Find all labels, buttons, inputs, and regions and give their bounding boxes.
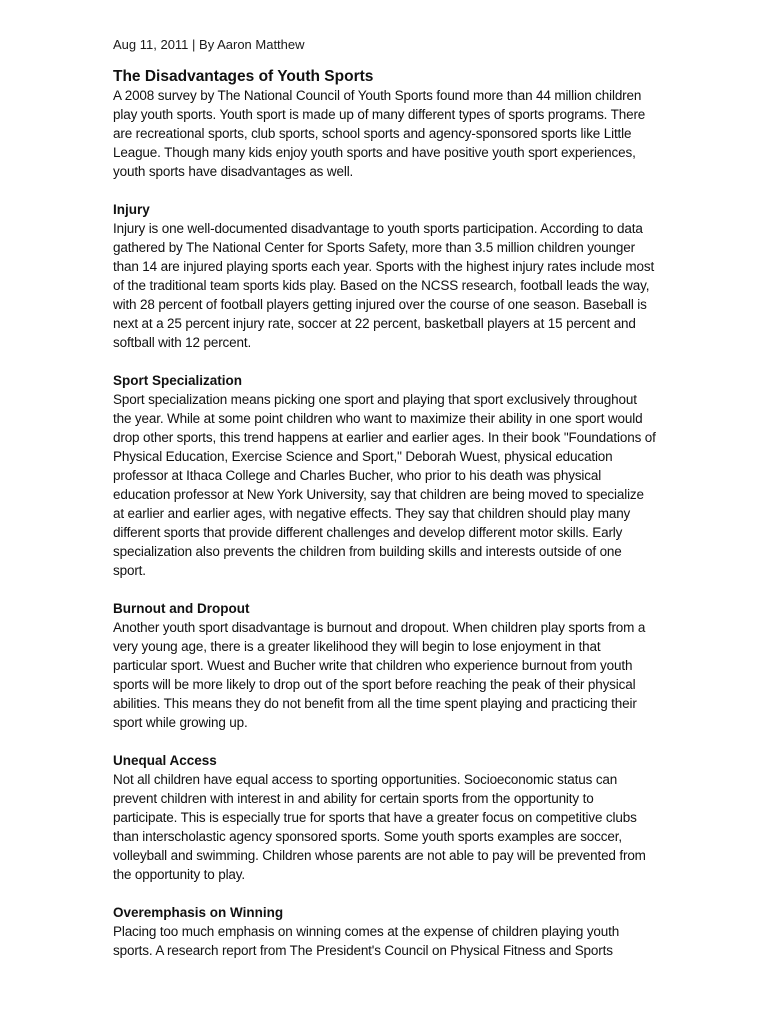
article-byline: Aug 11, 2011 | By Aaron Matthew xyxy=(113,37,305,52)
section-body: Another youth sport disadvantage is burnout and dropout. When children play sports from a very young age, there is a greater likelihood they will begin to lose enjoyment in that particular sport. Wuest and Bucher write that children who experience burnout from youth sports will be more likely to drop out of the sport before reaching the peak of their physical abilities. This means they do not benefit from all the time spent playing and practicing their sport while growing up. xyxy=(113,620,646,730)
section-unequal-access xyxy=(113,751,658,884)
section-body: Not all children have equal access to sporting opportunities. Socioeconomic status can prevent children with interest in and ability for certain sports from the opportunity to participate. This is especially true for sports that have a greater focus on competitive clubs than interscholastic agency sponsored sports. Some youth sports examples are soccer, volleyball and swimming. Children whose parents are not able to pay will be prevented from the opportunity to play. xyxy=(113,772,646,882)
section-heading: Overemphasis on Winning xyxy=(113,905,284,920)
article xyxy=(113,36,658,979)
section-overemphasis-on-winning xyxy=(113,903,658,960)
article-title: The Disadvantages of Youth Sports xyxy=(113,68,374,85)
section-heading: Sport Specialization xyxy=(113,373,243,388)
section-body: Sport specialization means picking one sport and playing that sport exclusively throughout the year. While at some point children who want to maximize their ability in one sport would drop other sports, this trend happens at earlier and earlier ages. In their book "Foundations of Physical Education, Exercise Science and Sport," Deborah Wuest, physical education professor at Ithaca College and Charles Bucher, who prior to his death was physical education professor at New York University, say that children are being moved to specialize at earlier and earlier ages, with negative effects. They say that children should play many different sports that provide different challenges and develop different motor skills. Early specialization also prevents the children from building skills and interests outside of one sport. xyxy=(113,392,656,578)
section-body: Injury is one well-documented disadvantage to youth sports participation. According to data gathered by The National Center for Sports Safety, more than 3.5 million children younger than 14 are injured playing sports each year. Sports with the highest injury rates include most of the traditional team sports kids play. Based on the NCSS research, football leads the way, with 28 percent of football players getting injured over the course of one season. Baseball is next at a 25 percent injury rate, soccer at 22 percent, basketball players at 15 percent and softball with 12 percent. xyxy=(113,221,655,350)
section-heading: Burnout and Dropout xyxy=(113,601,250,616)
section-heading: Injury xyxy=(113,202,150,217)
section-injury xyxy=(113,200,658,352)
section-body: Placing too much emphasis on winning comes at the expense of children playing youth sports. A research report from The President's Council on Physical Fitness and Sports xyxy=(113,924,620,958)
section-heading: Unequal Access xyxy=(113,753,217,768)
section-sport-specialization xyxy=(113,371,658,580)
intro-paragraph: A 2008 survey by The National Council of Youth Sports found more than 44 million children play youth sports. Youth sport is made up of many different types of sports programs. There are recreational sports, club sports, school sports and agency-sponsored sports like Little League. Though many kids enjoy youth sports and have positive youth sport experiences, youth sports have disadvantages as well. xyxy=(113,88,646,179)
section-burnout-and-dropout xyxy=(113,599,658,732)
